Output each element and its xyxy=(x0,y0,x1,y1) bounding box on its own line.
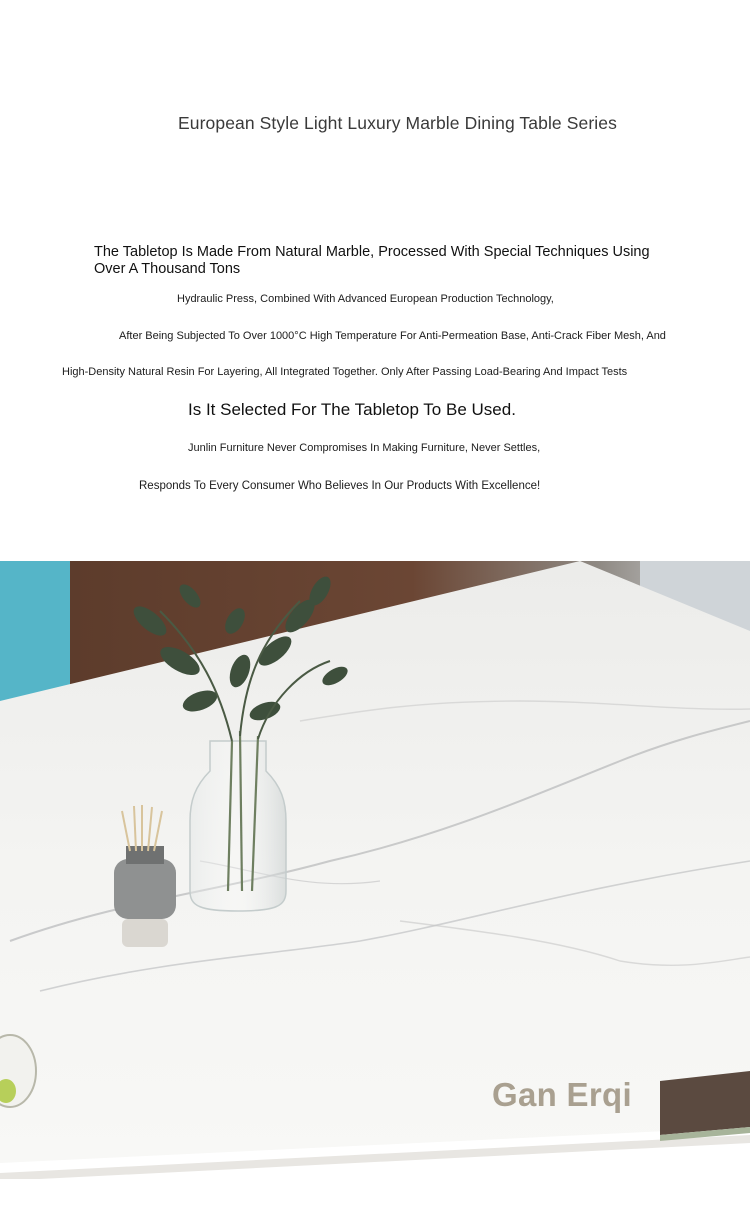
intro-heading: The Tabletop Is Made From Natural Marble, Processed With Special Techniques Using Over A Thousand Tons xyxy=(94,244,650,277)
intro-line-2: After Being Subjected To Over 1000°C High Temperature For Anti-Permeation Base, Anti-Crack Fiber Mesh, And xyxy=(119,330,666,342)
page-title: European Style Light Luxury Marble Dining Table Series xyxy=(178,113,617,133)
intro-emphasis: Is It Selected For The Tabletop To Be Used. xyxy=(188,400,516,419)
intro-line-3: High-Density Natural Resin For Layering, All Integrated Together. Only After Passing Load-Bearing And Impact Tests xyxy=(62,366,628,378)
intro-line-5: Responds To Every Consumer Who Believes In Our Products With Excellence! xyxy=(139,480,541,492)
product-photo xyxy=(0,561,750,1179)
intro-line-1: Hydraulic Press, Combined With Advanced European Production Technology, xyxy=(177,293,554,305)
brand-watermark: Gan Erqi xyxy=(492,1076,632,1113)
intro-line-4: Junlin Furniture Never Compromises In Making Furniture, Never Settles, xyxy=(188,442,541,454)
